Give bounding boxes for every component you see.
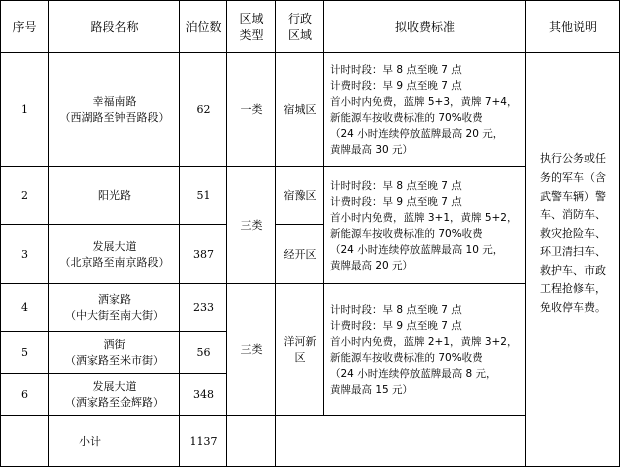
header-fee-standard: 拟收费标准 xyxy=(394,19,455,34)
row-5-road xyxy=(49,332,180,374)
row-5-spaces: 56 xyxy=(196,346,211,359)
fee-standard-group-3 xyxy=(324,284,526,416)
note-line: 武警车辆）警 xyxy=(540,189,606,203)
fee-line: 计费时段：早 9 点至晚 7 点 xyxy=(330,320,462,332)
note-line: 救灾抢险车、 xyxy=(540,226,606,240)
fee-line: 黄牌最高 30 元） xyxy=(330,144,414,156)
fee-line: 新能源车按收费标准的 70%收费 xyxy=(330,352,483,364)
row-1-seq: 1 xyxy=(21,103,28,116)
header-district-line1: 行政 xyxy=(287,11,312,26)
row-6-road xyxy=(49,374,180,416)
row-3-seq: 3 xyxy=(21,247,28,261)
fee-line: 计时时段：早 8 点至晚 7 点 xyxy=(330,304,462,316)
fee-line: 首小时内免费，蓝牌 2+1，黄牌 3+2， xyxy=(330,336,518,348)
header-zone-type-line2: 类型 xyxy=(239,27,264,42)
fee-line: 黄牌最高 15 元） xyxy=(330,384,414,396)
header-district xyxy=(276,0,324,53)
row-1-road-name: 幸福南路 xyxy=(92,95,137,108)
note-line: 环卫清扫车、 xyxy=(540,245,606,259)
note-line: 车、消防车、 xyxy=(540,208,606,222)
row-4-road xyxy=(49,284,180,332)
fee-line: 新能源车按收费标准的 70%收费 xyxy=(330,227,483,240)
district-4 xyxy=(276,284,324,416)
subtotal-value: 1137 xyxy=(189,434,218,448)
note-line: 工程抢修车， xyxy=(540,282,606,296)
row-4-seq: 4 xyxy=(21,301,28,314)
other-notes-exemption xyxy=(526,53,620,415)
row-1-spaces: 62 xyxy=(196,103,211,116)
fee-line: 计时时段：早 8 点至晚 7 点 xyxy=(330,64,462,76)
row-4-road-name: 洒家路 xyxy=(98,293,131,306)
header-other-notes: 其他说明 xyxy=(548,19,597,34)
zone-type-third-a: 三类 xyxy=(240,218,263,232)
row-6-road-segment: （洒家路至金辉路） xyxy=(65,396,164,409)
fee-line: 新能源车按收费标准的 70%收费 xyxy=(330,112,483,124)
row-3-spaces: 387 xyxy=(193,247,214,261)
header-zone-type xyxy=(227,0,276,53)
zone-type-third-b: 三类 xyxy=(240,343,263,356)
fee-line: 计时时段：早 8 点至晚 7 点 xyxy=(330,179,462,192)
fee-line: （24 小时连续停放蓝牌最高 10 元， xyxy=(330,243,504,256)
row-1-road xyxy=(49,53,180,167)
note-line: 免收停车费。 xyxy=(540,301,606,315)
district-3: 经开区 xyxy=(283,247,317,261)
subtotal-label: 小计 xyxy=(79,434,101,448)
note-line: 救护车、市政 xyxy=(540,263,606,277)
row-4-spaces: 233 xyxy=(193,301,214,314)
fee-line: 计费时段：早 9 点至晚 7 点 xyxy=(330,195,462,208)
row-2-road-name: 阳光路 xyxy=(98,189,131,202)
fee-line: 计费时段：早 9 点至晚 7 点 xyxy=(330,80,462,92)
header-spaces: 泊位数 xyxy=(185,19,222,34)
fee-standard-group-1 xyxy=(324,53,526,167)
row-5-seq: 5 xyxy=(21,346,28,359)
row-1-road-segment: （西湖路至钟吾路段） xyxy=(59,111,170,124)
header-zone-type-line1: 区域 xyxy=(239,11,264,26)
header-road-name: 路段名称 xyxy=(90,19,139,34)
fee-line: 首小时内免费，蓝牌 5+3，黄牌 7+4， xyxy=(330,96,518,108)
row-6-seq: 6 xyxy=(21,388,28,401)
district-4-line2: 区 xyxy=(294,351,306,364)
row-2-spaces: 51 xyxy=(196,189,211,202)
note-line: 执行公务或任 xyxy=(540,152,606,166)
note-line: 务的军车（含 xyxy=(540,170,606,184)
header-seq: 序号 xyxy=(12,19,37,34)
district-1: 宿城区 xyxy=(283,103,317,116)
row-3-road xyxy=(49,225,180,284)
row-2-seq: 2 xyxy=(21,189,28,202)
row-6-spaces: 348 xyxy=(193,388,214,401)
row-5-road-segment: （洒家路至米市街） xyxy=(65,354,164,367)
row-4-road-segment: （中大街至南大街） xyxy=(65,309,164,322)
row-6-road-name: 发展大道 xyxy=(92,380,137,393)
district-4-line1: 洋河新 xyxy=(283,335,317,348)
row-5-road-name: 洒街 xyxy=(103,338,126,351)
header-district-line2: 区域 xyxy=(287,27,312,42)
fee-line: 黄牌最高 20 元） xyxy=(330,259,414,272)
zone-type-first: 一类 xyxy=(240,103,263,116)
fee-line: （24 小时连续停放蓝牌最高 8 元， xyxy=(330,368,497,380)
row-3-road-name: 发展大道 xyxy=(92,239,137,253)
fee-line: 首小时内免费，蓝牌 3+1，黄牌 5+2， xyxy=(330,211,518,224)
row-3-road-segment: （北京路至南京路段） xyxy=(59,255,170,269)
fee-line: （24 小时连续停放蓝牌最高 20 元， xyxy=(330,128,504,140)
fee-standard-group-2 xyxy=(324,167,526,284)
district-2: 宿豫区 xyxy=(283,189,317,202)
